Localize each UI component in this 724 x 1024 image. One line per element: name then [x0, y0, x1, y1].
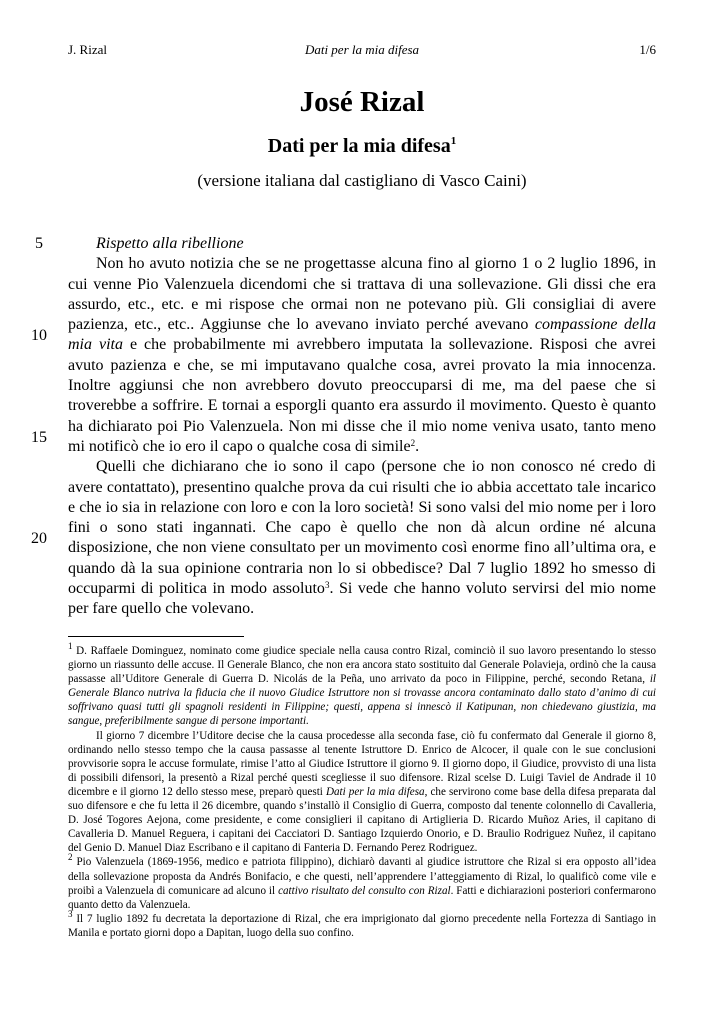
footnote-2-number: 2 [68, 852, 73, 863]
footnote-1 [68, 641, 656, 729]
footnote-2-italic: cattivo risultato del consulto con Rizal [278, 884, 451, 897]
page-number: 1/6 [639, 42, 656, 57]
paragraph-2-text-a: Quelli che dichiarano che io sono il capo (persone che io non conosco né credo di avere contattato), presentino qualche prova da cui risulti che io abbia accettato tale incarico e che io sia in relazione con loro e con la loro società! Si sono valsi del mio nome per i loro fini o sono stati ingannati. Che capo è quello che non dà alcun ordine né alcuna disposizione, che non viene consultato per un movimento così enorme fino all’ultima ora, e quando dà la sua opinione contraria non lo si obbedisce? Dal 7 luglio 1892 ho smesso di occuparmi di politica in modo assoluto [68, 458, 656, 598]
paragraph-1 [68, 254, 656, 457]
header-author: J. Rizal [68, 42, 107, 57]
footnote-ref-2[interactable]: 2 [410, 437, 416, 448]
paragraph-1-italic: compassione della mia vita [68, 316, 656, 354]
footnote-1-quote: il Generale Blanco nutriva la fiducia che il nuovo Giudice Istruttore non si trovasse ancora contaminato dallo stato d’animo di cui soffrivano quasi tutti gli spagnoli residenti in Filippine; questi, appena si innescò il Katipunan, non chiedevano giustizia, ma sangue, preferibilmente sangue di persone importanti. [68, 673, 656, 728]
footnote-1-continued [68, 729, 656, 856]
footnote-1-number: 1 [68, 641, 73, 651]
footnote-3-number: 3 [68, 908, 73, 919]
paragraph-1-text-b: e che probabilmente mi avrebbero imputata la sollevazione. Risposi che avrei avuto pazienza e che, se mi imputavano qualche cosa, avrei provato la mia innocenza. Inoltre aggiunsi che non avrebbero dovuto preoccuparsi di me, ma del paese che si troverebbe a soffrire. E tornai a esporgli quanto era assurdo il movimento. Questo è quanto ha dichiarato poi Pio Valenzuela. Non mi disse che il mio nome veniva usato, tanto meno mi notificò che io ero il capo o qualche cosa di simile [68, 336, 657, 455]
header-title: Dati per la mia difesa [304, 42, 420, 57]
footnote-3-text: Il 7 luglio 1892 fu decretata la deportazione di Rizal, che era imprigionato dal giorno precedente nella Fortezza di Santiago in Manila e portato giorni dopo a Dapitan, luogo della suo confino. [68, 912, 656, 939]
footnote-2-text-b: . Fatti e dichiarazioni posteriori confermarono quanto detto da Valenzuela. [68, 884, 657, 911]
paragraph-2-text-b: . Si vede che hanno voluto servirsi del mio nome per fare quello che volevano. [68, 580, 657, 618]
title-text: Dati per la mia difesa [267, 135, 451, 157]
footnote-3 [68, 908, 656, 940]
running-header [68, 41, 656, 59]
paragraph-2 [68, 457, 656, 619]
footnotes [68, 641, 657, 940]
footnote-2 [68, 852, 657, 911]
footnote-1-para2-text-a: Il giorno 7 dicembre l’Uditore decise che la causa procedesse alla seconda fase, ciò fu confermato dal Generale il giorno 8, ordinando nello stesso tempo che la causa passasse al tenente Istruttore D. Enrico de Alcocer, il quale con le sue conclusioni provvisorie sopra le accuse formulate, rimise l’atto al Giudice Istruttore il giorno 9. Il giorno dopo, il Giudice, provvisto di una lista di possibili difensori, la presentò a Rizal perché questi scegliesse il suo difensore. Rizal scelse D. Luigi Taviel de Andrade il 10 dicembre e il giorno 12 dello stesso mese, preparò questi [68, 729, 656, 798]
footnote-1-para2-italic: Dati per la mia difesa [325, 785, 425, 798]
paragraph-1-text-a: Non ho avuto notizia che se ne progettasse alcuna fino al giorno 1 o 2 luglio 1896, in cui venne Pio Valenzuela dicendomi che si trattava di una sollevazione. Gli dissi che era assurdo, etc., etc. e mi rispose che ormai non ne potevano più. Gli consigliai di avere pazienza, etc., etc.. Aggiunse che lo avevano inviato perché avevano [68, 255, 656, 334]
line-number-10: 10 [31, 327, 47, 344]
paragraph-1-end: . [415, 437, 420, 455]
line-number-5: 5 [35, 235, 43, 252]
footnote-1-text: D. Raffaele Dominguez, nominato come giudice speciale nella causa contro Rizal, cominciò il suo lavoro presentando lo stesso giorno un riassunto delle accuse. Il Generale Blanco, che non era ancora stato sostituito dal Generale Polavieja, ordinò che la causa passasse all’Uditore Generale di Guerra D. Nicolás de la Peña, uno arrivato da poco in Filippine, perché, secondo Retana, [68, 645, 656, 686]
main-text [68, 234, 656, 620]
footnote-ref-3[interactable]: 3 [324, 580, 330, 591]
document-author: José Rizal [299, 86, 425, 118]
line-number-15: 15 [31, 429, 47, 446]
title-footnote-ref[interactable]: 1 [450, 135, 457, 147]
footnote-2-text-a: Pio Valenzuela (1869-1956, medico e patriota filippino), dichiarò davanti al giudice istruttore che Rizal si era opposto all’idea della sollevazione proposta da Andrés Bonifacio, e che questi, nell’apprendere l’atteggiamento di Rizal, lo qualificò come vile e proibì a Valenzuela di comunicare ad alcuno il [68, 856, 656, 897]
footnote-1-para2-text-b: , che servirono come base della difesa preparata dal suo difensore e che fu letta il 26 dicembre, quando s’installò il Consiglio di Guerra, composto dal tenente colonnello di Cavalleria, D. José Togores Aejona, come presidente, e come consiglieri il capitano di Artiglieria D. Ricardo Muñoz Aries, il capitano di Cavalleria D. Manuel Reguera, i capitani dei Cacciatori D. Santiago Izquierdo Onorio, e D. Braulio Rodriguez Nuñez, il capitano del Genio D. Manuel Diaz Escribano e il capitano di Fanteria D. Fernando Perez Rodriguez. [68, 785, 656, 855]
footnote-separator [68, 636, 244, 637]
section-heading: Rispetto alla ribellione [96, 235, 244, 252]
document-subtitle: (versione italiana dal castigliano di Vasco Caini) [197, 171, 527, 190]
document-title [0, 133, 724, 159]
line-number-20: 20 [31, 530, 47, 547]
